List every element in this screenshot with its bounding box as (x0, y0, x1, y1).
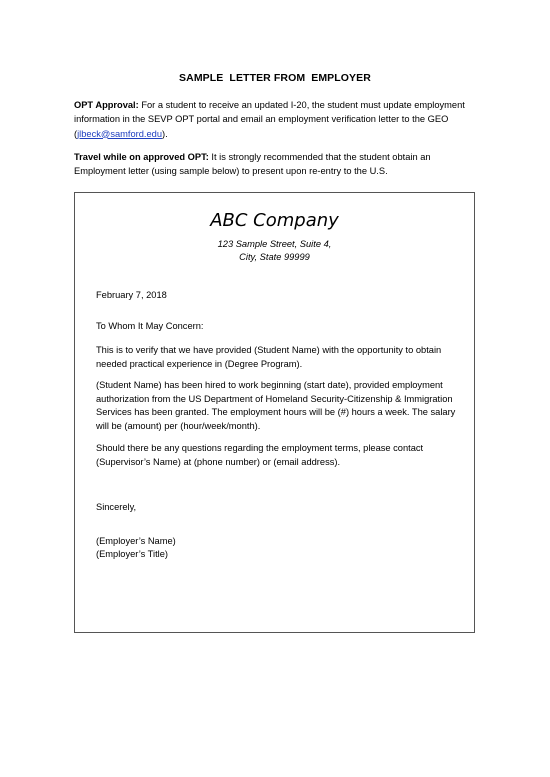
opt-approval-text-end: ). (162, 128, 168, 139)
travel-paragraph (74, 150, 484, 179)
page-title: SAMPLE LETTER FROM EMPLOYER (179, 72, 371, 84)
company-name: ABC Company (210, 210, 339, 231)
travel-text: It is strongly recommended that the student obtain an Employment letter (using sample below) to present upon re-entry to the U.S. (74, 152, 431, 177)
email-link[interactable]: jlbeck@samford.edu (77, 128, 162, 139)
opt-approval-text: For a student to receive an updated I-20, the student must update employment information in the SEVP OPT portal and email an employment verification letter to the GEO ( (74, 100, 465, 139)
employer-name: (Employer’s Name) (96, 536, 176, 546)
opt-approval-paragraph (74, 98, 484, 141)
sample-letter-box (74, 192, 475, 633)
letter-body-paragraph-3: Should there be any questions regarding the employment terms, please contact (Supervisor’s Name) at (phone number) or (email address). (96, 443, 424, 467)
employer-title: (Employer’s Title) (96, 549, 168, 559)
opt-approval-label: OPT Approval: (74, 100, 139, 110)
letter-body-paragraph-2: (Student Name) has been hired to work beginning (start date), provided employment authorization from the US Department of Homeland Security-Citizenship & Immigration Services has been granted. The employment hours will be (#) hours a week. The salary will be (amount) per (hour/week/month). (96, 380, 456, 431)
letter-salutation: To Whom It May Concern: (96, 321, 204, 331)
company-address-line2: City, State 99999 (239, 252, 310, 262)
travel-label: Travel while on approved OPT: (74, 152, 209, 162)
letter-body-paragraph-1: This is to verify that we have provided (Student Name) with the opportunity to obtain needed practical experience in (Degree Program). (96, 345, 442, 369)
letter-closing: Sincerely, (96, 502, 137, 512)
letter-date: February 7, 2018 (96, 290, 167, 300)
company-address-line1: 123 Sample Street, Suite 4, (217, 239, 332, 249)
